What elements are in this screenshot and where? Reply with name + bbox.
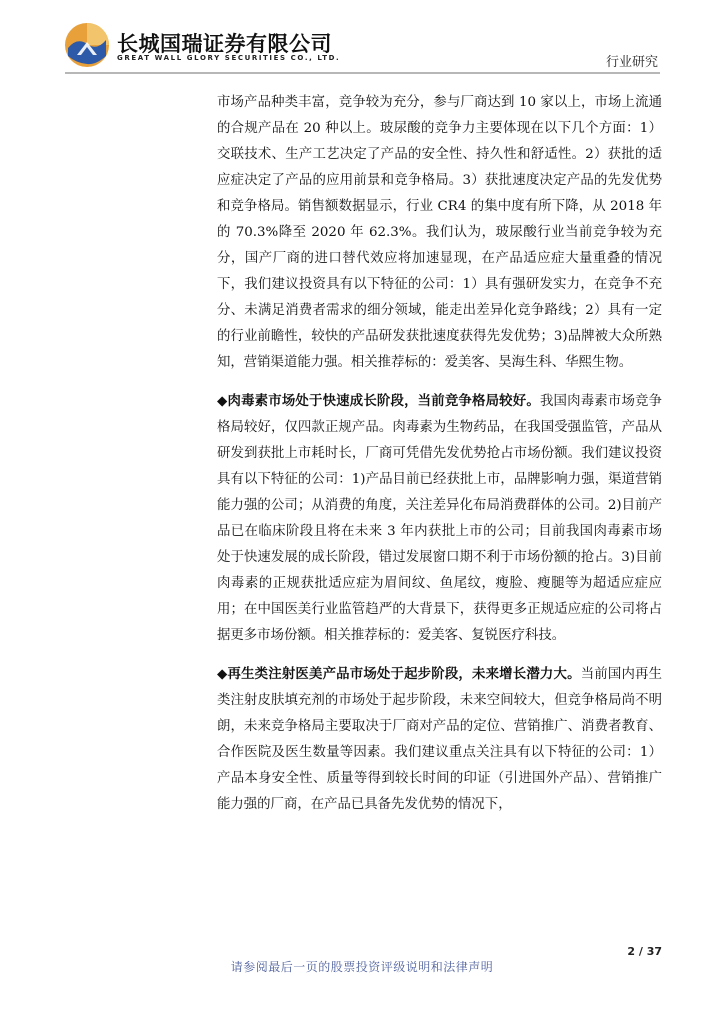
paragraph-botulinum (217, 388, 662, 649)
company-logo-icon (64, 22, 110, 68)
paragraph-regenerative (217, 661, 662, 818)
report-body (217, 90, 662, 830)
legal-disclaimer: 请参阅最后一页的股票投资评级说明和法律声明 (230, 960, 494, 974)
section-label: 行业研究 (605, 55, 658, 70)
paragraph-botulinum-body: 我国肉毒素市场竞争格局较好，仅四款正规产品。肉毒素为生物药品，在我国受强监管，产品从研发到获批上市耗时长，厂商可凭借先发优势抢占市场份额。我们建议投资具有以下特征的公司：1)产品目前已经获批上市，品牌影响力强，渠道营销能力强的公司；从消费的角度，关注差异化布局消费群体的公司。2)目前产品已在临床阶段且将在未来 3 年内获批上市的公司；目前我国肉毒素市场处于快速发展的成长阶段，错过发展窗口期不利于市场份额的抢占。3)目前肉毒素的正规获批适应症为眉间纹、鱼尾纹，瘦脸、瘦腿等为超适应症应用；在中国医美行业监管趋严的大背景下，获得更多正规适应症的公司将占据更多市场份额。相关推荐标的：爱美客、复锐医疗科技。 (217, 394, 663, 643)
paragraph-regenerative-body: 当前国内再生类注射皮肤填充剂的市场处于起步阶段，未来空间较大，但竞争格局尚不明朗，未来竞争格局主要取决于厂商对产品的定位、营销推广、消费者教育、合作医院及医生数量等因素。我们建议重点关注具有以下特征的公司：1）产品本身安全性、质量等得到较长时间的印证（引进国外产品）、营销推广能力强的厂商，在产品已具备先发优势的情况下， (217, 667, 663, 812)
header-divider (65, 72, 660, 74)
paragraph-hyaluronic-acid: 市场产品种类丰富，竞争较为充分，参与厂商达到 10 家以上，市场上流通的合规产品在 20 种以上。玻尿酸的竞争力主要体现在以下几个方面：1）交联技术、生产工艺决定了产品的安全性、持久性和舒适性。2）获批的适应症决定了产品的应用前景和竞争格局。3）获批速度决定产品的先发优势和竞争格局。销售额数据显示，行业 CR4 的集中度有所下降，从 2018 年的 70.3%降至 2020 年 62.3%。我们认为，玻尿酸行业当前竞争较为充分，国产厂商的进口替代效应将加速显现，在产品适应症大量重叠的情况下，我们建议投资具有以下特征的公司：1）具有强研发实力，在竞争不充分、未满足消费者需求的细分领域，能走出差异化竞争路线；2）具有一定的行业前瞻性，较快的产品研发获批速度获得先发优势；3)品牌被大众所熟知，营销渠道能力强。相关推荐标的：爱美客、昊海生科、华熙生物。 (217, 95, 662, 370)
page-number: 2 / 37 (627, 945, 662, 958)
paragraph-regenerative-lead: ◆再生类注射医美产品市场处于起步阶段，未来增长潜力大。 (217, 666, 581, 682)
company-name-en: GREAT WALL GLORY SECURITIES CO., LTD. (117, 54, 341, 62)
company-name-cn: 长城国瑞证券有限公司 (117, 32, 332, 56)
paragraph-botulinum-lead: ◆肉毒素市场处于快速成长阶段，当前竞争格局较好。 (217, 393, 540, 409)
page-header (0, 0, 724, 80)
